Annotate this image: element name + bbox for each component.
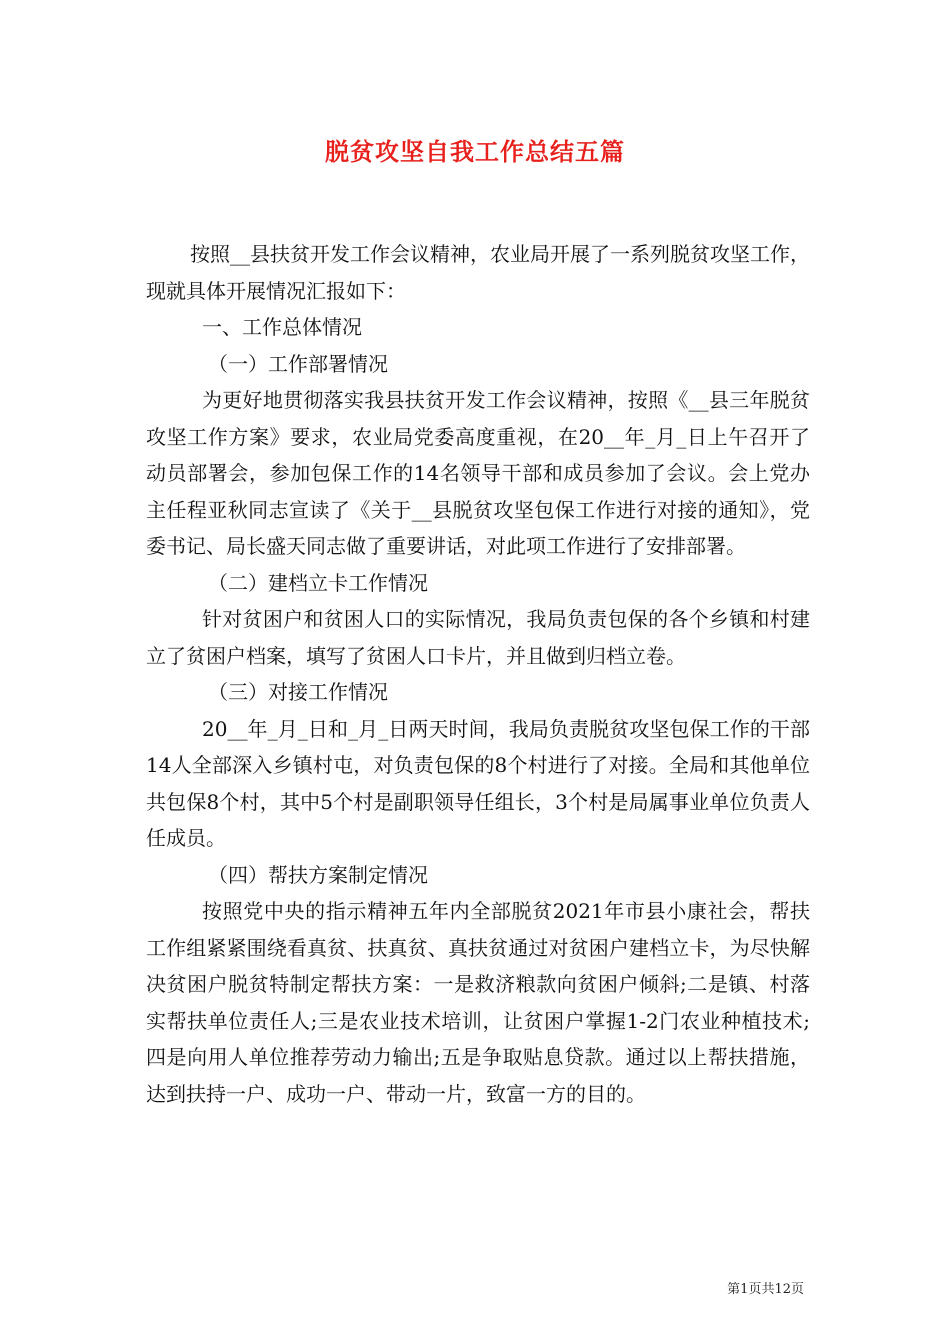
page-number: 第1页共12页: [727, 1282, 804, 1297]
subheading-deployment: （一）工作部署情况: [208, 351, 388, 376]
section-heading-overall: 一、工作总体情况: [202, 315, 362, 339]
paragraph-docking: 20__年_月_日和_月_日两天时间，我局负责脱贫攻坚包保工作的干部14人全部深入乡镇村屯，对负责包保的8个村进行了对接。全局和其他单位共包保8个村，其中5个村是副职领导任组长，3个村是局属事业单位负责人任成员。: [146, 716, 810, 850]
subheading-assistance-plan: （四）帮扶方案制定情况: [208, 862, 428, 887]
paragraph-deployment: 为更好地贯彻落实我县扶贫开发工作会议精神，按照《__县三年脱贫攻坚工作方案》要求，农业局党委高度重视，在20__年_月_日上午召开了动员部署会，参加包保工作的14名领导干部和成员参加了会议。会上党办主任程亚秋同志宣读了《关于__县脱贫攻坚包保工作进行对接的通知》，党委书记、局长盛天同志做了重要讲话，对此项工作进行了安排部署。: [146, 388, 810, 558]
intro-paragraph: 按照__县扶贫开发工作会议精神，农业局开展了一系列脱贫攻坚工作，现就具体开展情况汇报如下：: [146, 242, 810, 303]
paragraph-assistance-plan: 按照党中央的指示精神五年内全部脱贫2021年市县小康社会，帮扶工作组紧紧围绕看真贫、扶真贫、真扶贫通过对贫困户建档立卡，为尽快解决贫困户脱贫特制定帮扶方案：一是救济粮款向贫困户倾斜;二是镇、村落实帮扶单位责任人;三是农业技术培训，让贫困户掌握1-2门农业种植技术;四是向用人单位推荐劳动力输出;五是争取贴息贷款。通过以上帮扶措施，达到扶持一户、成功一户、带动一片，致富一方的目的。: [146, 899, 810, 1106]
paragraph-archive: 针对贫困户和贫困人口的实际情况，我局负责包保的各个乡镇和村建立了贫困户档案，填写了贫困人口卡片，并且做到归档立卷。: [146, 607, 810, 668]
document-body: [146, 236, 810, 1112]
subheading-docking: （三）对接工作情况: [208, 680, 388, 704]
page-title: 脱贫攻坚自我工作总结五篇: [325, 137, 625, 166]
subheading-archive: （二）建档立卡工作情况: [208, 570, 428, 595]
